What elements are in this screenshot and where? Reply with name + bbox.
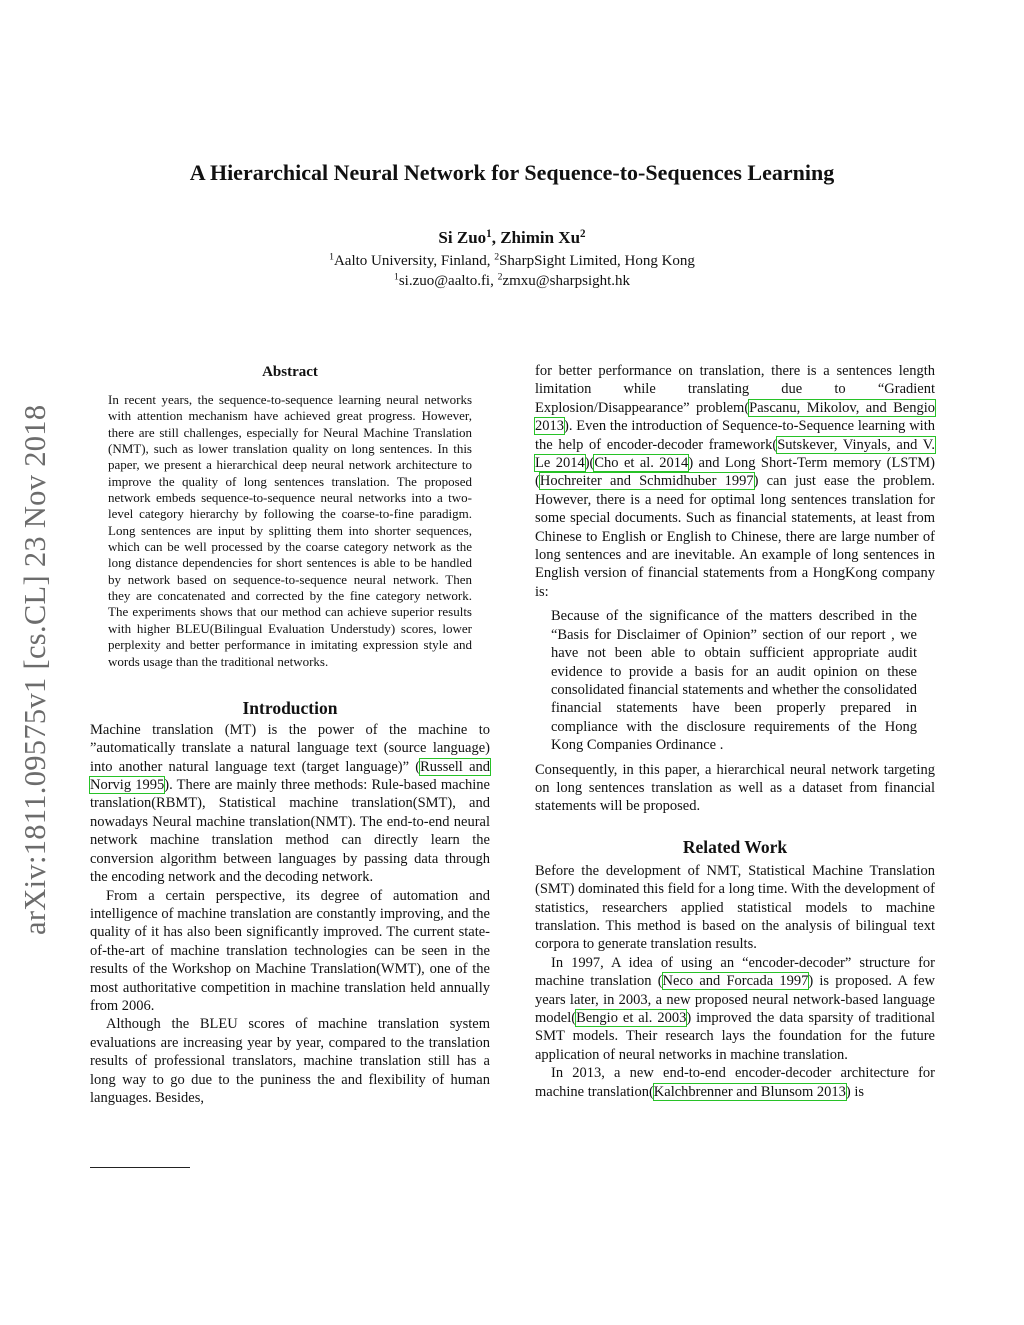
left-column xyxy=(90,362,490,1107)
intro-p4-text-a: for better performance on translation, there is a sentences length limitation while translating due to “Gradient Explosion/Disappearance” problem( xyxy=(535,363,935,416)
right-column xyxy=(535,362,935,1101)
affil-sup-2: 2 xyxy=(494,251,500,263)
affil-sup-1: 1 xyxy=(329,251,334,263)
author-2-sup: 2 xyxy=(580,227,586,240)
intro-continued xyxy=(535,362,935,601)
arxiv-identifier: arXiv:1811.09575v1 [cs.CL] 23 Nov 2018 xyxy=(18,404,52,935)
related-p2-text-a: In 1997, A idea of using an “encoder-decoder” structure for machine translation ( xyxy=(535,954,935,990)
affiliation-2: SharpSight Limited, Hong Kong xyxy=(499,253,695,269)
quote-text: Because of the significance of the matters described in the “Basis for Disclaimer of Opinion” section of our report , we have not been able to obtain sufficient appropriate audit evidence to provide a basis for an audit opinion on these consolidated financial statements and whether the consolidated financial statements have been properly prepared in compliance with the disclosure requirements of the Hong Kong Companies Ordinance . xyxy=(551,608,917,754)
intro-conclusion xyxy=(535,761,935,816)
intro-paragraph-4 xyxy=(535,362,935,601)
related-p2-text-c: ) improved the data sparsity of traditional SMT models. Their research lays the foundation for the future application of neural networks in machine translation. xyxy=(535,1010,935,1063)
email-1: si.zuo@aalto.fi, xyxy=(398,273,498,289)
intro-paragraph-3: Although the BLEU scores of machine translation system evaluations are increasing year by year, compared to the translation results of professional translators, machine translation still has a long way to go due to the puniness the and flexibility of human languages. Besides, xyxy=(90,1016,490,1106)
intro-p4-text-c: )( xyxy=(584,455,595,472)
citation-link[interactable]: Sutskever, Vinyals, and V. Le 2014 xyxy=(535,436,935,472)
intro-paragraph-1 xyxy=(90,721,490,887)
abstract-heading: Abstract xyxy=(262,364,318,380)
related-work-heading: Related Work xyxy=(682,836,788,857)
affiliation-line xyxy=(0,251,1024,271)
email-2: zmxu@sharpsight.hk xyxy=(502,273,631,289)
related-p2-text-b: ) is proposed. A few years later, in 2003, a new proposed neural network-based language model( xyxy=(535,973,936,1026)
email-line xyxy=(0,271,1024,291)
intro-p1-text-a: Machine translation (MT) is the power of the machine to ”automatically translate a natural language text (source language) into another natural language text (target language)” ( xyxy=(90,721,490,775)
intro-p4-text-d: ) and Long Short-Term memory (LSTM)( xyxy=(535,455,935,490)
related-paragraph-3 xyxy=(535,1064,935,1101)
author-1: Si Zuo xyxy=(438,228,487,247)
email-sup-2: 2 xyxy=(497,271,503,283)
email-sup-1: 1 xyxy=(393,271,399,283)
intro-p4-text-e: ) can just ease the problem. However, there is a need for optimal long sentences translation for some special documents. Such as financial statements, at least from Chinese to English or English to Chinese, there are large number of long sentences and are inevitable. An example of long sentences in English version of financial statements from a HongKong company is: xyxy=(535,473,935,600)
related-work-body xyxy=(535,862,935,1101)
paper-title: A Hierarchical Neural Network for Sequence-to-Sequences Learning xyxy=(189,160,835,185)
introduction-body xyxy=(90,721,490,1108)
related-paragraph-2 xyxy=(535,954,935,1064)
affiliation-block xyxy=(0,251,1024,291)
related-p3-text-a: In 2013, a new end-to-end encoder-decoder architecture for machine translation( xyxy=(535,1065,935,1100)
citation-link[interactable]: Cho et al. 2014 xyxy=(594,455,689,472)
related-p3-text-b: ) is xyxy=(845,1083,864,1100)
citation-link[interactable]: Hochreiter and Schmidhuber 1997 xyxy=(539,473,754,490)
related-paragraph-1: Before the development of NMT, Statistical Machine Translation (SMT) dominated this field for a long time. With the development of statistics, researchers applied statistical models to machine translation. This method is based on the analysis of bilingual text corpora to generate translation results. xyxy=(535,862,935,953)
citation-link[interactable]: Russell and Norvig 1995 xyxy=(90,758,491,794)
abstract-text: In recent years, the sequence-to-sequence learning neural networks with attention mechanism have achieved great progress. However, there are still challenges, especially for Neural Machine Translation (NMT), such as lower translation quality on long sentences. In this paper, we present a hierarchical deep neural network architecture to improve the quality of long sentences translation. The proposed network embeds sequence-to-sequence neural networks into a two-level category hierarchy by following the coarse-to-fine paradigm. Long sentences are input by splitting them into shorter sequences, which can be well processed by the coarse category network as the long distance dependencies for short sentences is able to be handled by network based on sequence-to-sequence neural network. Then they are concatenated and corrected by the fine category network. The experiments shows that our method can achieve superior results with higher BLEU(Bilingual Evaluation Understudy) scores, lower perplexity and better performance in imitating expression style and words usage than the traditional networks. xyxy=(108,392,472,669)
intro-paragraph-5: Consequently, in this paper, a hierarchical neural network targeting on long sentences translation as well as a dataset from financial statements will be proposed. xyxy=(535,761,935,815)
introduction-heading: Introduction xyxy=(242,697,338,718)
author-line xyxy=(0,228,1024,248)
citation-link[interactable]: Neco and Forcada 1997 xyxy=(662,973,809,990)
author-separator: , xyxy=(491,228,501,247)
author-1-sup: 1 xyxy=(486,227,492,240)
citation-link[interactable]: Kalchbrenner and Blunsom 2013 xyxy=(653,1083,846,1100)
citation-link[interactable]: Bengio et al. 2003 xyxy=(576,1010,687,1026)
intro-paragraph-2: From a certain perspective, its degree of automation and intelligence of machine translation are constantly improving, and the quality of it has also been significantly improved. The current state-of-the-art of machine translation technologies can be seen in the results of the Workshop on Machine Translation(WMT), one of the most authoritative competition in machine translation held annually from 2006. xyxy=(90,887,490,1014)
author-2: Zhimin Xu xyxy=(500,228,581,247)
abstract-body xyxy=(108,392,472,670)
footnote-rule xyxy=(90,1167,190,1168)
block-quote xyxy=(551,607,917,754)
intro-p4-text-b: ). Even the introduction of Sequence-to-Sequence learning with the help of encoder-decoder framework( xyxy=(535,418,935,453)
intro-p1-text-b: ). There are mainly three methods: Rule-based machine translation(RBMT), Statistical machine translation(SMT), and nowadays Neural machine translation(NMT). The end-to-end neural network machine translation method can directly learn the conversion algorithm between languages by passing data through the encoding network and the decoding network. xyxy=(90,777,490,886)
affiliation-1: Aalto University, Finland, xyxy=(333,253,495,269)
citation-link[interactable]: Pascanu, Mikolov, and Bengio 2013 xyxy=(535,399,935,435)
